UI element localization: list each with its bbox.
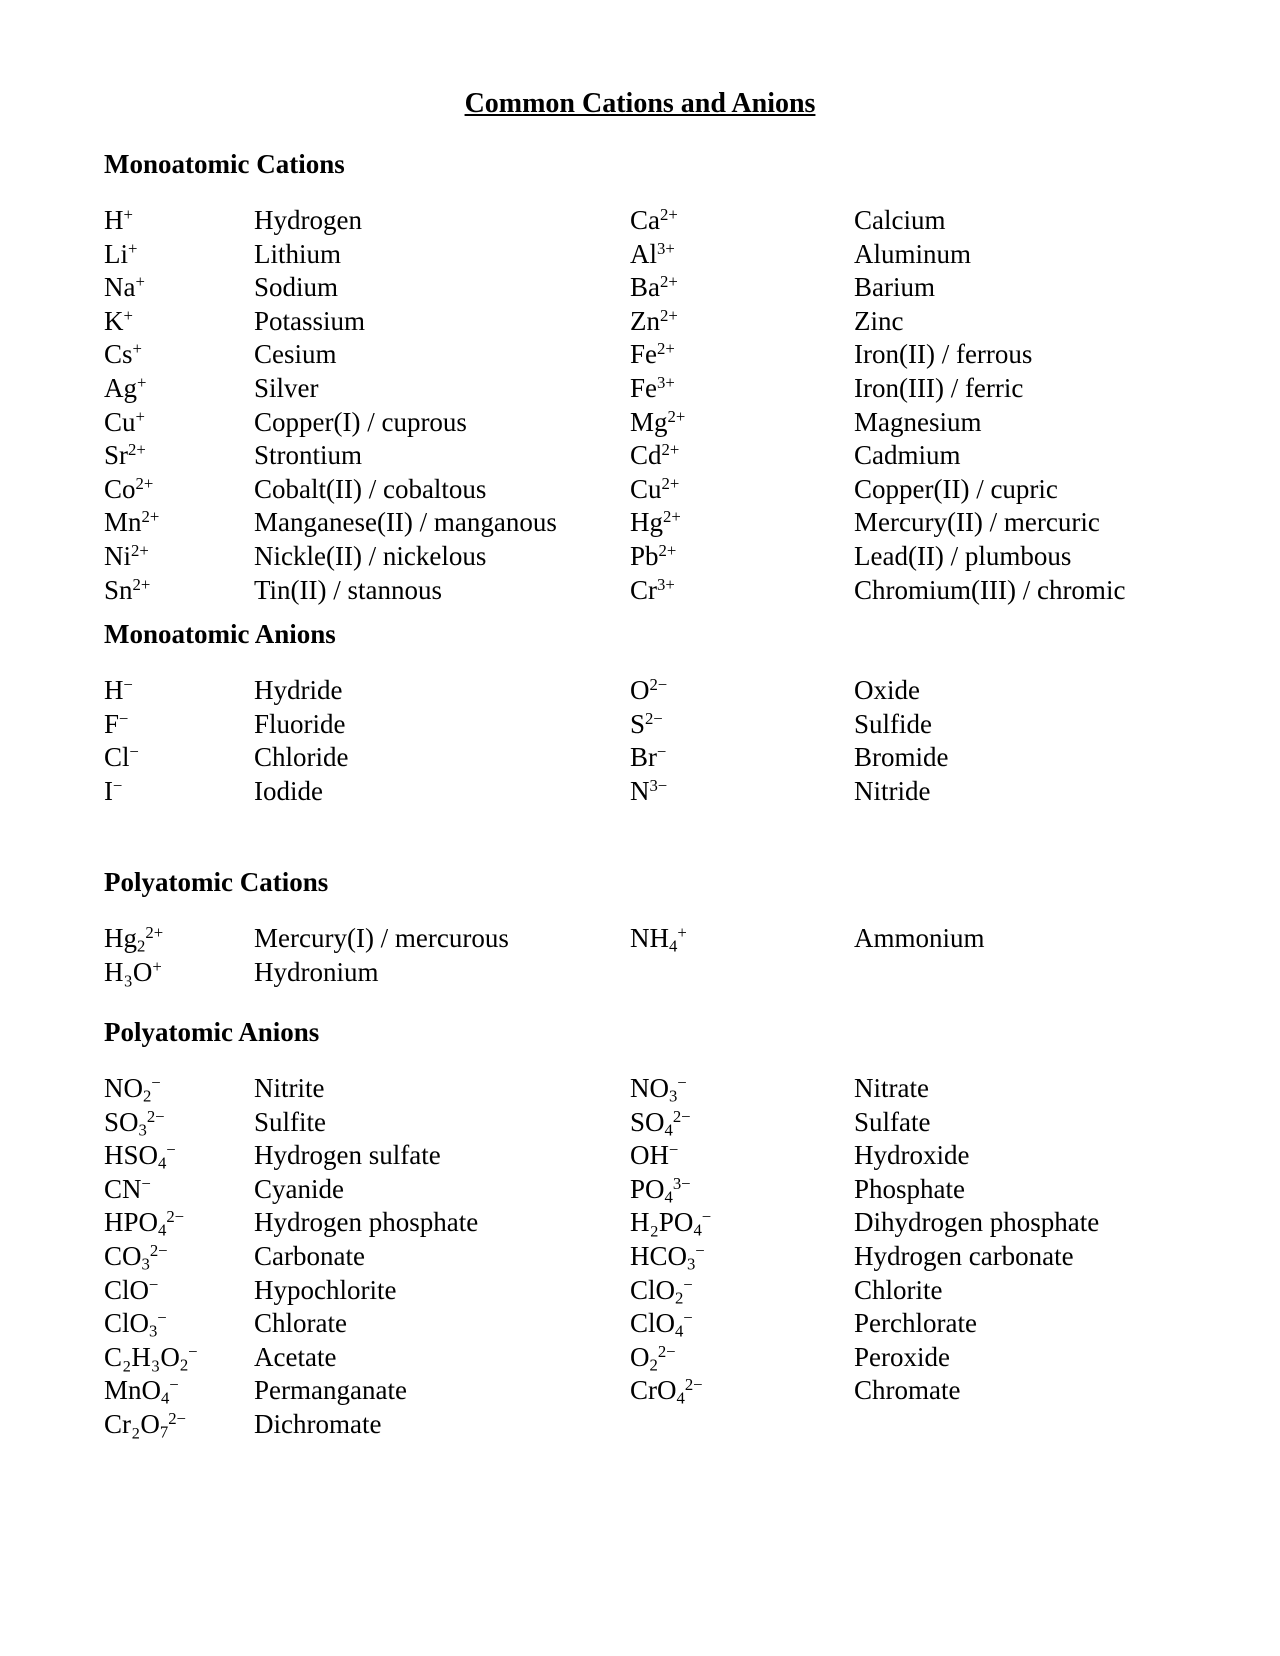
formula-base: O (630, 675, 650, 705)
ion-formula (104, 574, 254, 608)
ion-formula (630, 439, 854, 473)
formula-base: Ni (104, 540, 131, 571)
formula-subscript: 4 (664, 1187, 673, 1207)
ion-name: Hydrogen carbonate (854, 1240, 1074, 1271)
formula-charge: + (137, 372, 147, 392)
ion-name: Acetate (254, 1341, 337, 1372)
formula-base: Br (630, 742, 657, 773)
ion-formula (630, 473, 854, 507)
formula-charge: − (683, 1307, 693, 1327)
ion-formula (630, 406, 854, 440)
ion-formula (630, 1274, 854, 1308)
section-heading: Monoatomic Anions (104, 619, 336, 649)
formula-charge: − (157, 1307, 167, 1327)
left-name-column (254, 1072, 630, 1442)
ion-formula (630, 1072, 854, 1106)
formula-charge: 2− (149, 1240, 168, 1260)
formula-subscript: 3 (669, 1086, 678, 1106)
ion-name: Copper(II) / cupric (854, 473, 1058, 504)
formula-base: Cs (104, 339, 133, 370)
formula-subscript: 4 (664, 1120, 673, 1140)
formula-base: Ca (630, 205, 660, 235)
ion-formula (630, 271, 854, 305)
formula-base: Sn (104, 574, 133, 605)
formula-charge: + (128, 238, 138, 258)
ion-name: Lead(II) / plumbous (854, 540, 1072, 571)
ion-name: Cesium (254, 339, 337, 370)
ion-name: Perchlorate (854, 1308, 977, 1339)
formula-base: CO (104, 1240, 142, 1271)
ion-name: Tin(II) / stannous (254, 574, 443, 605)
ion-name: Hydrogen phosphate (254, 1207, 479, 1238)
ion-formula (630, 574, 854, 608)
ion-name: Permanganate (254, 1375, 407, 1406)
ion-name: Chlorate (254, 1308, 347, 1339)
formula-base: H (104, 205, 124, 235)
formula-charge: + (132, 339, 142, 359)
formula-charge: 2+ (658, 540, 677, 560)
ion-name: Iron(III) / ferric (854, 372, 1024, 403)
right-formula-column (630, 922, 854, 989)
formula-base: Cr (630, 574, 657, 605)
formula-base: ClO (104, 1308, 150, 1339)
formula-charge: − (123, 674, 133, 694)
ion-name: Carbonate (254, 1240, 365, 1271)
ion-name: Sulfide (854, 708, 932, 739)
ion-formula (630, 674, 854, 708)
formula-base: O (630, 1341, 650, 1372)
ion-formula (104, 956, 254, 990)
ion-formula (104, 741, 254, 775)
formula-subscript: 2 (137, 936, 146, 956)
formula-subscript: 3 (141, 1254, 150, 1274)
section-monoatomic-anions (104, 614, 1204, 808)
ion-formula (630, 1106, 854, 1140)
formula-charge: − (166, 1139, 176, 1159)
formula-base: SO (630, 1106, 665, 1137)
ion-name: Silver (254, 372, 319, 403)
ion-name: Calcium (854, 205, 946, 235)
formula-base: HCO (630, 1240, 688, 1271)
formula-charge: 2+ (660, 305, 678, 325)
ion-formula (104, 473, 254, 507)
ion-name: Ammonium (854, 923, 985, 953)
ion-name: Chloride (254, 742, 349, 773)
formula-base: H₃O (104, 956, 153, 987)
formula-charge: − (669, 1139, 679, 1159)
formula-charge: 2+ (663, 507, 681, 527)
formula-base: Cu (104, 406, 136, 437)
ion-formula (630, 1341, 854, 1375)
formula-subscript: 4 (158, 1153, 167, 1173)
formula-charge: 2+ (132, 574, 151, 594)
ion-formula (630, 741, 854, 775)
formula-base: ClO (630, 1274, 676, 1305)
formula-charge: 2− (166, 1207, 185, 1227)
ion-formula (104, 1106, 254, 1140)
section-polyatomic-anions (104, 1012, 1204, 1442)
formula-base: Li (104, 238, 128, 269)
ion-name: Hypochlorite (254, 1274, 397, 1305)
formula-charge: − (149, 1274, 159, 1294)
formula-charge: − (657, 741, 667, 761)
formula-charge: 2+ (657, 339, 675, 359)
ion-name: Iodide (254, 775, 323, 806)
formula-charge: 2+ (661, 473, 680, 493)
ion-formula (104, 775, 254, 809)
right-name-column (854, 674, 1204, 808)
ion-name: Mercury(I) / mercurous (254, 923, 509, 953)
formula-base: N (630, 775, 650, 806)
formula-base: ClO (630, 1308, 676, 1339)
ion-name: Aluminum (854, 238, 972, 269)
formula-base: HSO (104, 1140, 159, 1171)
formula-base: Mg (630, 406, 668, 437)
ion-formula (104, 1173, 254, 1207)
ion-name: Nickle(II) / nickelous (254, 540, 487, 571)
left-name-column (254, 922, 630, 989)
formula-charge: 2+ (661, 439, 680, 459)
formula-charge: 2+ (145, 922, 164, 942)
ion-name: Sulfite (254, 1106, 326, 1137)
formula-base: ClO (104, 1274, 150, 1305)
ion-formula (104, 305, 254, 339)
formula-base: Sr (104, 440, 129, 471)
formula-base: SO (104, 1106, 139, 1137)
formula-charge: 2− (168, 1408, 187, 1428)
right-name-column (854, 922, 1204, 989)
left-formula-column (104, 1072, 254, 1442)
formula-base: I (104, 775, 113, 806)
ion-formula (630, 338, 854, 372)
formula-charge: 2+ (135, 473, 154, 493)
formula-base: Cd (630, 440, 662, 471)
formula-charge: − (169, 1375, 179, 1395)
formula-base: Ba (630, 272, 660, 303)
ion-table (104, 204, 1204, 607)
formula-base: Fe (630, 372, 657, 403)
formula-base: K (104, 305, 124, 336)
ion-formula (104, 674, 254, 708)
ion-formula (104, 1408, 254, 1442)
ion-name: Chromate (854, 1375, 961, 1406)
ion-name: Hydrogen sulfate (254, 1140, 441, 1171)
ion-formula (630, 238, 854, 272)
formula-charge: 2− (684, 1375, 703, 1395)
ion-name: Magnesium (854, 406, 982, 437)
ion-name: Cobalt(II) / cobaltous (254, 473, 487, 504)
formula-subscript: 3 (149, 1321, 158, 1341)
formula-charge: − (683, 1274, 693, 1294)
ion-formula (104, 1307, 254, 1341)
ion-formula (104, 1274, 254, 1308)
formula-charge: 2+ (131, 540, 149, 560)
ion-formula (104, 1206, 254, 1240)
formula-base: PO (630, 1173, 665, 1204)
formula-base: Na (104, 272, 136, 303)
formula-base: Cr₂O (104, 1408, 160, 1439)
formula-charge: + (135, 271, 145, 291)
ion-formula (104, 1072, 254, 1106)
formula-charge: − (113, 775, 123, 795)
ion-name: Hydrogen (254, 205, 362, 235)
section-monoatomic-cations (104, 144, 1204, 607)
ion-formula (630, 372, 854, 406)
ion-formula (630, 1139, 854, 1173)
formula-subscript: 2 (649, 1355, 658, 1375)
formula-charge: 2− (649, 674, 668, 694)
left-formula-column (104, 674, 254, 808)
ion-name: Nitrate (854, 1073, 929, 1103)
formula-base: Co (104, 473, 136, 504)
formula-base: Al (630, 238, 657, 269)
ion-formula (630, 1307, 854, 1341)
formula-base: CrO (630, 1375, 677, 1406)
formula-charge: − (188, 1341, 198, 1361)
ion-name: Sulfate (854, 1106, 931, 1137)
formula-charge: + (123, 305, 133, 325)
formula-charge: 3− (672, 1173, 691, 1193)
section-heading: Monoatomic Cations (104, 149, 345, 179)
formula-subscript: 2 (143, 1086, 152, 1106)
formula-base: NO (630, 1073, 669, 1103)
formula-subscript: 3 (687, 1254, 696, 1274)
formula-charge: 2− (657, 1341, 676, 1361)
ion-formula (104, 372, 254, 406)
right-name-column (854, 1072, 1204, 1442)
formula-charge: + (135, 406, 145, 426)
ion-name: Dichromate (254, 1408, 382, 1439)
ion-name: Zinc (854, 305, 904, 336)
formula-base: Hg (104, 923, 137, 953)
ion-name: Cadmium (854, 440, 961, 471)
ion-formula (104, 204, 254, 238)
right-formula-column (630, 1072, 854, 1442)
ion-name: Sodium (254, 272, 339, 303)
formula-base: MnO (104, 1375, 162, 1406)
ion-formula (630, 922, 854, 956)
ion-name: Mercury(II) / mercuric (854, 507, 1100, 538)
ion-name: Chromium(III) / chromic (854, 574, 1126, 605)
formula-base: Ag (104, 372, 137, 403)
ion-name: Peroxide (854, 1341, 950, 1372)
ion-formula (630, 204, 854, 238)
ion-table (104, 922, 1204, 989)
ion-formula (104, 338, 254, 372)
ion-formula (630, 1173, 854, 1207)
formula-base: H₂PO (630, 1207, 694, 1238)
formula-base: Hg (630, 507, 663, 538)
ion-name: Manganese(II) / manganous (254, 507, 557, 538)
ion-name: Hydronium (254, 956, 379, 987)
ion-name: Oxide (854, 675, 920, 705)
ion-formula (630, 708, 854, 742)
right-formula-column (630, 204, 854, 607)
ion-formula (104, 922, 254, 956)
ion-name: Hydride (254, 675, 343, 705)
ion-formula (104, 540, 254, 574)
ion-formula (104, 1374, 254, 1408)
ion-name: Fluoride (254, 708, 346, 739)
formula-charge: − (119, 708, 129, 728)
formula-subscript: 4 (669, 936, 678, 956)
ion-name: Barium (854, 272, 935, 303)
ion-name: Hydroxide (854, 1140, 970, 1171)
formula-charge: + (677, 922, 687, 942)
formula-charge: 2− (645, 708, 663, 728)
ion-formula (104, 439, 254, 473)
ion-formula (104, 238, 254, 272)
ion-formula (104, 406, 254, 440)
ion-name: Cyanide (254, 1173, 344, 1204)
ion-name: Copper(I) / cuprous (254, 406, 467, 437)
formula-subscript: 2 (675, 1288, 684, 1308)
formula-charge: 2+ (660, 271, 678, 291)
ion-formula (104, 506, 254, 540)
ion-formula (630, 1206, 854, 1240)
left-formula-column (104, 922, 254, 989)
ion-name: Strontium (254, 440, 363, 471)
formula-base: Cu (630, 473, 662, 504)
formula-subscript: 4 (675, 1321, 684, 1341)
formula-subscript: 4 (158, 1221, 167, 1241)
formula-charge: 2+ (660, 204, 678, 224)
formula-charge: 2− (672, 1106, 691, 1126)
ion-name: Nitrite (254, 1073, 325, 1103)
formula-charge: − (129, 741, 139, 761)
formula-charge: 2+ (141, 507, 160, 527)
section-heading: Polyatomic Cations (104, 867, 329, 897)
formula-base: S (630, 708, 646, 739)
ion-formula (104, 708, 254, 742)
formula-charge: 3+ (657, 574, 675, 594)
section-heading: Polyatomic Anions (104, 1017, 320, 1047)
formula-base: NO (104, 1073, 143, 1103)
ion-table (104, 1072, 1204, 1442)
formula-subscript: 7 (159, 1422, 169, 1442)
left-formula-column (104, 204, 254, 607)
ion-name: Dihydrogen phosphate (854, 1207, 1100, 1238)
ion-name: Bromide (854, 742, 949, 773)
right-name-column (854, 204, 1204, 607)
ion-formula (630, 305, 854, 339)
formula-base: F (104, 708, 120, 739)
ion-formula (630, 506, 854, 540)
ion-name: Lithium (254, 238, 341, 269)
formula-base: OH (630, 1140, 669, 1171)
formula-charge: 2− (146, 1106, 165, 1126)
formula-charge: 2+ (667, 406, 686, 426)
left-name-column (254, 204, 630, 607)
ion-table (104, 674, 1204, 808)
ion-formula (104, 1139, 254, 1173)
formula-charge: − (141, 1173, 151, 1193)
ion-name: Phosphate (854, 1173, 965, 1204)
formula-base: Fe (630, 339, 657, 370)
formula-charge: − (701, 1207, 712, 1227)
formula-base: NH (630, 923, 669, 953)
formula-subscript: 3 (138, 1120, 147, 1140)
ion-formula (630, 1374, 854, 1408)
formula-base: Zn (630, 305, 660, 336)
page-title: Common Cations and Anions (464, 88, 816, 119)
formula-charge: + (152, 956, 162, 976)
formula-base: CN (104, 1173, 142, 1204)
ion-name: Iron(II) / ferrous (854, 339, 1033, 370)
ion-name: Nitride (854, 775, 931, 806)
formula-charge: 3− (649, 775, 668, 795)
formula-charge: − (677, 1072, 687, 1092)
formula-base: C₂H₃O (104, 1341, 180, 1372)
formula-subscript: 4 (161, 1389, 170, 1409)
section-polyatomic-cations (104, 862, 1204, 989)
formula-charge: − (151, 1072, 161, 1092)
formula-charge: 3+ (657, 238, 675, 258)
formula-base: Mn (104, 507, 142, 538)
formula-subscript: 4 (693, 1221, 702, 1241)
formula-subscript: 4 (676, 1389, 685, 1409)
ion-formula (630, 1240, 854, 1274)
formula-base: H (104, 675, 124, 705)
ion-formula (104, 1240, 254, 1274)
formula-charge: 3+ (657, 372, 675, 392)
formula-base: HPO (104, 1207, 159, 1238)
formula-charge: + (123, 204, 133, 224)
formula-charge: 2+ (128, 439, 146, 459)
right-formula-column (630, 674, 854, 808)
formula-subscript: 2 (179, 1355, 189, 1375)
left-name-column (254, 674, 630, 808)
ion-name: Chlorite (854, 1274, 943, 1305)
ion-name: Potassium (254, 305, 366, 336)
ion-formula (630, 775, 854, 809)
ion-formula (104, 271, 254, 305)
formula-base: Pb (630, 540, 659, 571)
ion-formula (630, 540, 854, 574)
ion-formula (104, 1341, 254, 1375)
formula-charge: − (695, 1240, 705, 1260)
formula-base: Cl (104, 742, 130, 773)
